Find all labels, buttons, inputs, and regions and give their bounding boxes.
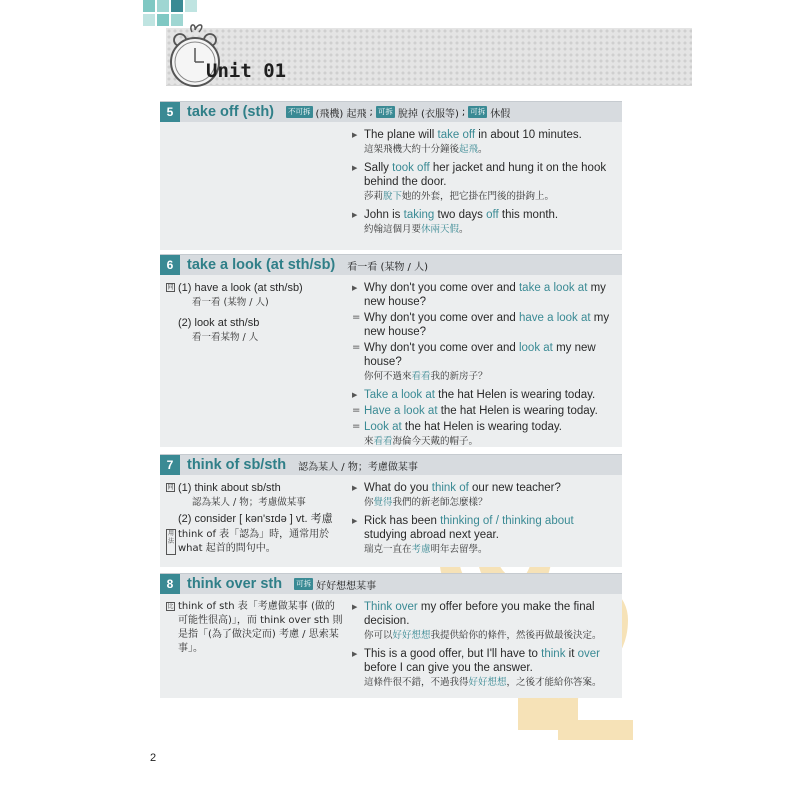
section-header	[160, 573, 622, 594]
meaning-tag: 可拆	[470, 107, 486, 116]
section-number: 8	[160, 574, 180, 595]
bullet-triangle-icon: ▶	[352, 164, 358, 172]
example-item: = Look at the hat Helen is wearing today. 來看看海倫今天戴的帽子。	[352, 421, 562, 447]
unit-title: Unit 01	[206, 60, 287, 82]
section-body	[160, 594, 622, 698]
section-number: 5	[160, 102, 180, 123]
example-item: = Why don't you come over and look at my new house? 你何不過來看看我的新房子？	[352, 342, 596, 382]
examples-column	[352, 594, 622, 694]
example-item: = Why don't you come over and have a look at my new house?	[352, 312, 610, 338]
meaning-text: (飛機) 起飛	[315, 108, 367, 120]
section-body	[160, 275, 622, 447]
bullet-triangle-icon: ▶	[352, 211, 358, 219]
page-number: 2	[150, 752, 157, 764]
section-phrase: take off (sth)	[187, 104, 274, 120]
equals-mark: =	[352, 421, 361, 432]
example-item: = Have a look at the hat Helen is wearing today.	[352, 405, 598, 417]
bullet-triangle-icon: ▶	[352, 391, 358, 399]
section-header	[160, 254, 622, 275]
meaning-tag: 可拆	[296, 579, 312, 588]
section-header	[160, 101, 622, 122]
example-item: ▶ Sally took off her jacket and hung it on the hook behind the door. 莎莉脫下她的外套，把它掛在門後的掛鉤上。	[352, 162, 607, 202]
meaning-text: 休假	[490, 108, 511, 120]
section-body	[160, 475, 622, 567]
comparison-note: 比 think of sth 表「考慮做某事 (做的可能性很高)」，而 think over sth 則是指「(為了做決定而) 考慮 / 思索某事」。	[167, 601, 343, 654]
examples-column	[352, 122, 622, 241]
bullet-triangle-icon: ▶	[352, 484, 358, 492]
examples-column	[352, 475, 622, 561]
bullet-triangle-icon: ▶	[352, 650, 358, 658]
notes-column	[160, 594, 348, 656]
example-item: ▶ The plane will take off in about 10 minutes. 這架飛機大約十分鐘後起飛。	[352, 129, 582, 155]
examples-column	[352, 275, 622, 453]
example-item: ▶ Think over my offer before you make the final decision. 你可以好好想想我提供給你的條件，然後再做最後決定。	[352, 601, 602, 641]
bullet-triangle-icon: ▶	[352, 284, 358, 292]
section-header	[160, 454, 622, 475]
section-meaning: 不可拆 (飛機) 起飛 ; 可拆 脫掉 (衣服等) ; 可拆 休假	[288, 106, 511, 120]
bullet-triangle-icon: ▶	[352, 131, 358, 139]
synonym-icon: 同	[167, 284, 174, 291]
section-phrase: think over sth	[187, 576, 283, 592]
meaning-text: 脫掉 (衣服等)	[397, 108, 459, 120]
section-7	[160, 454, 622, 567]
meaning-tag: 不可拆	[288, 107, 311, 116]
section-number: 7	[160, 455, 180, 476]
example-item: ▶ Why don't you come over and take a look at my new house?	[352, 282, 606, 308]
section-number: 6	[160, 255, 180, 276]
equals-mark: =	[352, 342, 361, 353]
definition-item: (2) consider [ kən'sɪdə ] vt. 考慮	[178, 513, 333, 525]
synonym-icon: 同	[167, 484, 174, 491]
section-8	[160, 573, 622, 698]
bullet-triangle-icon: ▶	[352, 603, 358, 611]
example-item: ▶ What do you think of our new teacher? 你覺得我們的新老師怎麼樣？	[352, 482, 561, 508]
definition-item: (2) look at sth/sb 看一看某物 / 人	[178, 317, 260, 343]
usage-icon: 用 法	[166, 529, 176, 555]
usage-note: 用 法 think of 表「認為」時，通常用於 what 起首的問句中。	[167, 529, 330, 554]
section-body	[160, 122, 622, 250]
comparison-icon: 比	[167, 603, 174, 610]
definition-item: 同 (1) have a look (at sth/sb) 看一看 (某物 / 人)	[167, 282, 303, 308]
section-5	[160, 101, 622, 250]
equals-mark: =	[352, 312, 361, 323]
section-meaning: 看一看 (某物 / 人)	[347, 261, 428, 273]
example-item: ▶ Take a look at the hat Helen is wearing today.	[352, 389, 596, 401]
section-phrase: take a look (at sth/sb)	[187, 257, 336, 273]
section-meaning: 認為某人 / 物；考慮做某事	[298, 461, 418, 473]
example-item: ▶ John is taking two days off this month. 約翰這個月要休兩天假。	[352, 209, 559, 235]
section-6	[160, 254, 622, 447]
definition-item: 同 (1) think about sb/sth 認為某人 / 物；考慮做某事	[167, 482, 306, 508]
bullet-triangle-icon: ▶	[352, 517, 358, 525]
example-item: ▶ Rick has been thinking of / thinking about studying abroad next year. 瑞克一直在考慮明年去留學。	[352, 515, 574, 555]
section-meaning: 可拆 好好想想某事	[296, 579, 377, 592]
equals-mark: =	[352, 405, 361, 416]
meaning-tag: 可拆	[377, 107, 393, 116]
definitions-column	[160, 475, 348, 556]
example-item: ▶ This is a good offer, but I'll have to think it over before I can give you the answer. 這條件很不錯，不過我得好好想想，之後才能給你答案。	[352, 648, 602, 688]
section-phrase: think of sb/sth	[187, 457, 287, 473]
definitions-column	[160, 275, 348, 351]
